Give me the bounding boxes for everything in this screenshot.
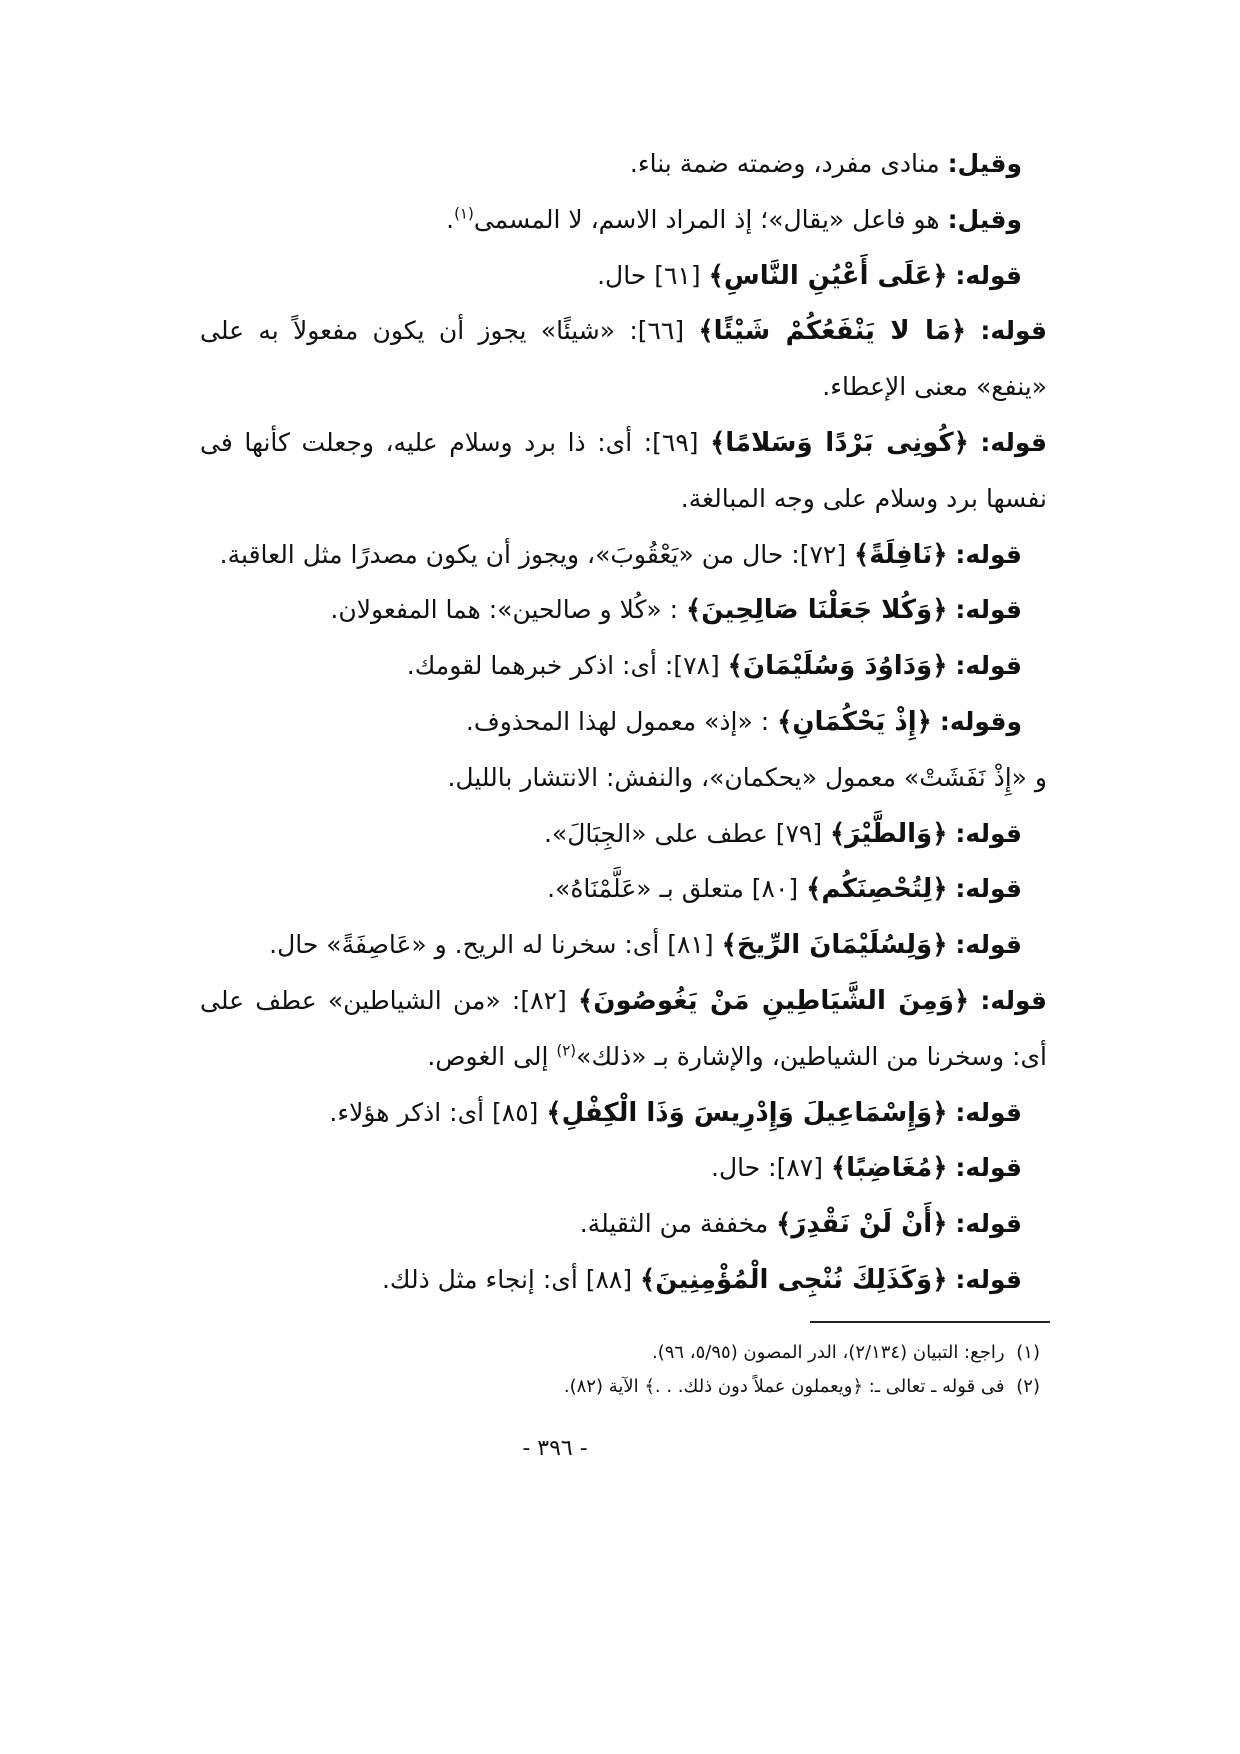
commentary-text: [٦٦]: «شيئًا» يجوز أن يكون مفعولاً به على <box>200 316 685 346</box>
commentary-text: أى: وسخرنا من الشياطين، والإشارة بـ «ذلك» <box>576 1041 1047 1071</box>
entry-lead: قوله: <box>955 595 1022 625</box>
entry-lead: قوله: <box>955 539 1022 569</box>
quran-verse: ﴿وَكَذَلِكَ نُنْجِى الْمُؤْمِنِينَ﴾ <box>640 1264 948 1295</box>
entry-lead: قوله: <box>955 874 1022 904</box>
text-line <box>200 1085 1050 1141</box>
commentary-text: [٨٨] أى: إنجاء مثل ذلك. <box>381 1264 633 1294</box>
commentary-text: [٧٨]: أى: اذكر خبرهما لقومك. <box>406 651 720 681</box>
text-line <box>200 861 1050 917</box>
text-line <box>200 694 1050 750</box>
quran-verse: ﴿كُونِى بَرْدًا وَسَلامًا﴾ <box>710 427 969 458</box>
entry-lead: قوله: <box>955 1264 1022 1294</box>
footnote-separator <box>810 1321 1050 1323</box>
footnotes <box>200 1336 1040 1404</box>
entry-lead: قوله: <box>955 818 1022 848</box>
commentary-text: [٦٩]: أى: ذا برد وسلام عليه، وجعلت كأنها فى <box>200 427 699 457</box>
entry-lead: قوله: <box>955 930 1022 960</box>
text-line <box>200 1029 1050 1085</box>
commentary-text: و «إِذْ نَفَشَتْ» معمول «يحكمان»، والنفش: الانتشار بالليل. <box>447 762 1047 792</box>
quran-verse: ﴿وَدَاوُدَ وَسُلَيْمَانَ﴾ <box>727 651 948 682</box>
commentary-text: هو فاعل «يقال»؛ إذ المراد الاسم، لا المسمى <box>473 204 940 234</box>
text-line <box>200 750 1050 806</box>
text-line <box>200 638 1050 694</box>
entry-lead: قوله: <box>955 1209 1022 1239</box>
quran-verse: ﴿وَلِسُلَيْمَانَ الرِّيحَ﴾ <box>721 930 948 961</box>
footnote-text: فى قوله ـ تعالى ـ: ﴿ويعملون عملاً دون ذلك. . .﴾ الآية (٨٢). <box>563 1376 1005 1397</box>
quran-verse: ﴿مُغَاضِبًا﴾ <box>830 1153 948 1184</box>
footnote <box>200 1336 1040 1370</box>
text-line <box>200 527 1050 583</box>
entry-lead: قوله: <box>955 260 1022 290</box>
quran-verse: ﴿وَمِنَ الشَّيَاطِينِ مَنْ يَغُوصُونَ﴾ <box>578 985 970 1016</box>
entry-lead: قوله: <box>955 651 1022 681</box>
commentary-text: [٨١] أى: سخرنا له الريح. و «عَاصِفَةً» حال. <box>269 930 714 960</box>
quran-verse: ﴿إِذْ يَحْكُمَانِ﴾ <box>777 706 932 737</box>
entry-lead: قوله: <box>980 316 1047 346</box>
entry-lead: قوله: <box>980 985 1048 1015</box>
commentary-text: [٨٥] أى: اذكر هؤلاء. <box>329 1097 539 1127</box>
commentary-text: : «كُلا و صالحين»: هما المفعولان. <box>330 595 679 625</box>
entry-lead: قوله: <box>955 1153 1022 1183</box>
entry-lead: قوله: <box>980 427 1047 457</box>
text-line <box>200 415 1050 471</box>
commentary-text: : «إذ» معمول لهذا المحذوف. <box>465 706 770 736</box>
commentary-text: [٧٢]: حال من «يَعْقُوبَ»، ويجوز أن يكون مصدرًا مثل العاقبة. <box>219 539 847 569</box>
commentary-text: منادى مفرد، وضمته ضمة بناء. <box>629 149 940 178</box>
quran-verse: ﴿عَلَى أَعْيُنِ النَّاسِ﴾ <box>708 260 948 291</box>
commentary-text: [٧٩] عطف على «الجِبَالَ». <box>543 818 823 848</box>
quran-verse: ﴿أَنْ لَنْ نَقْدِرَ﴾ <box>776 1209 948 1240</box>
text-line <box>200 136 1050 192</box>
text-line <box>200 1252 1050 1308</box>
text-line <box>200 471 1050 527</box>
footnote <box>200 1370 1040 1404</box>
commentary-text: [٨٧]: حال. <box>711 1153 823 1183</box>
main-text <box>200 136 1050 1308</box>
page-number: - ٣٩٦ - <box>522 1436 588 1461</box>
text-line <box>200 359 1050 415</box>
commentary-text: إلى الغوص. <box>427 1041 557 1071</box>
entry-lead: وقوله: <box>939 706 1022 736</box>
quran-verse: ﴿نَافِلَةً﴾ <box>854 539 948 570</box>
commentary-text: [٨٢]: «من الشياطين» عطف على <box>200 985 567 1015</box>
text-line <box>200 1140 1050 1196</box>
footnote-ref: (٢) <box>556 1041 577 1060</box>
text-line <box>200 582 1050 638</box>
text-line <box>200 1196 1050 1252</box>
commentary-text: [٦١] حال. <box>597 260 701 290</box>
quran-verse: ﴿لِتُحْصِنَكُم﴾ <box>806 874 948 905</box>
text-line <box>200 192 1050 248</box>
commentary-text: «ينفع» معنى الإعطاء. <box>822 372 1047 402</box>
quran-verse: ﴿وَكُلا جَعَلْنَا صَالِحِينَ﴾ <box>686 595 948 626</box>
entry-lead: وقيل: <box>947 149 1022 178</box>
text-line <box>200 806 1050 862</box>
commentary-text: . <box>446 204 455 234</box>
footnote-ref: (١) <box>454 204 474 223</box>
footnote-mark: (٢) <box>1016 1376 1040 1397</box>
entry-lead: وقيل: <box>947 204 1022 234</box>
entry-lead: قوله: <box>955 1097 1022 1127</box>
quran-verse: ﴿وَالطَّيْرَ﴾ <box>830 818 948 849</box>
commentary-text: نفسها برد وسلام على وجه المبالغة. <box>680 483 1047 513</box>
text-line <box>200 248 1050 304</box>
commentary-text: [٨٠] متعلق بـ «عَلَّمْنَاهُ». <box>547 874 799 904</box>
text-line <box>200 973 1050 1029</box>
text-line <box>200 917 1050 973</box>
quran-verse: ﴿مَا لا يَنْفَعُكُمْ شَيْئًا﴾ <box>698 316 967 347</box>
commentary-text: مخففة من الثقيلة. <box>579 1209 769 1239</box>
footnote-text: راجع: التبيان (٢/١٣٤)، الدر المصون (٥/٩٥، ٩٦). <box>651 1342 1005 1363</box>
text-line <box>200 303 1050 359</box>
footnote-mark: (١) <box>1016 1342 1040 1363</box>
quran-verse: ﴿وَإِسْمَاعِيلَ وَإِدْرِيسَ وَذَا الْكِفْلِ﴾ <box>546 1097 948 1128</box>
